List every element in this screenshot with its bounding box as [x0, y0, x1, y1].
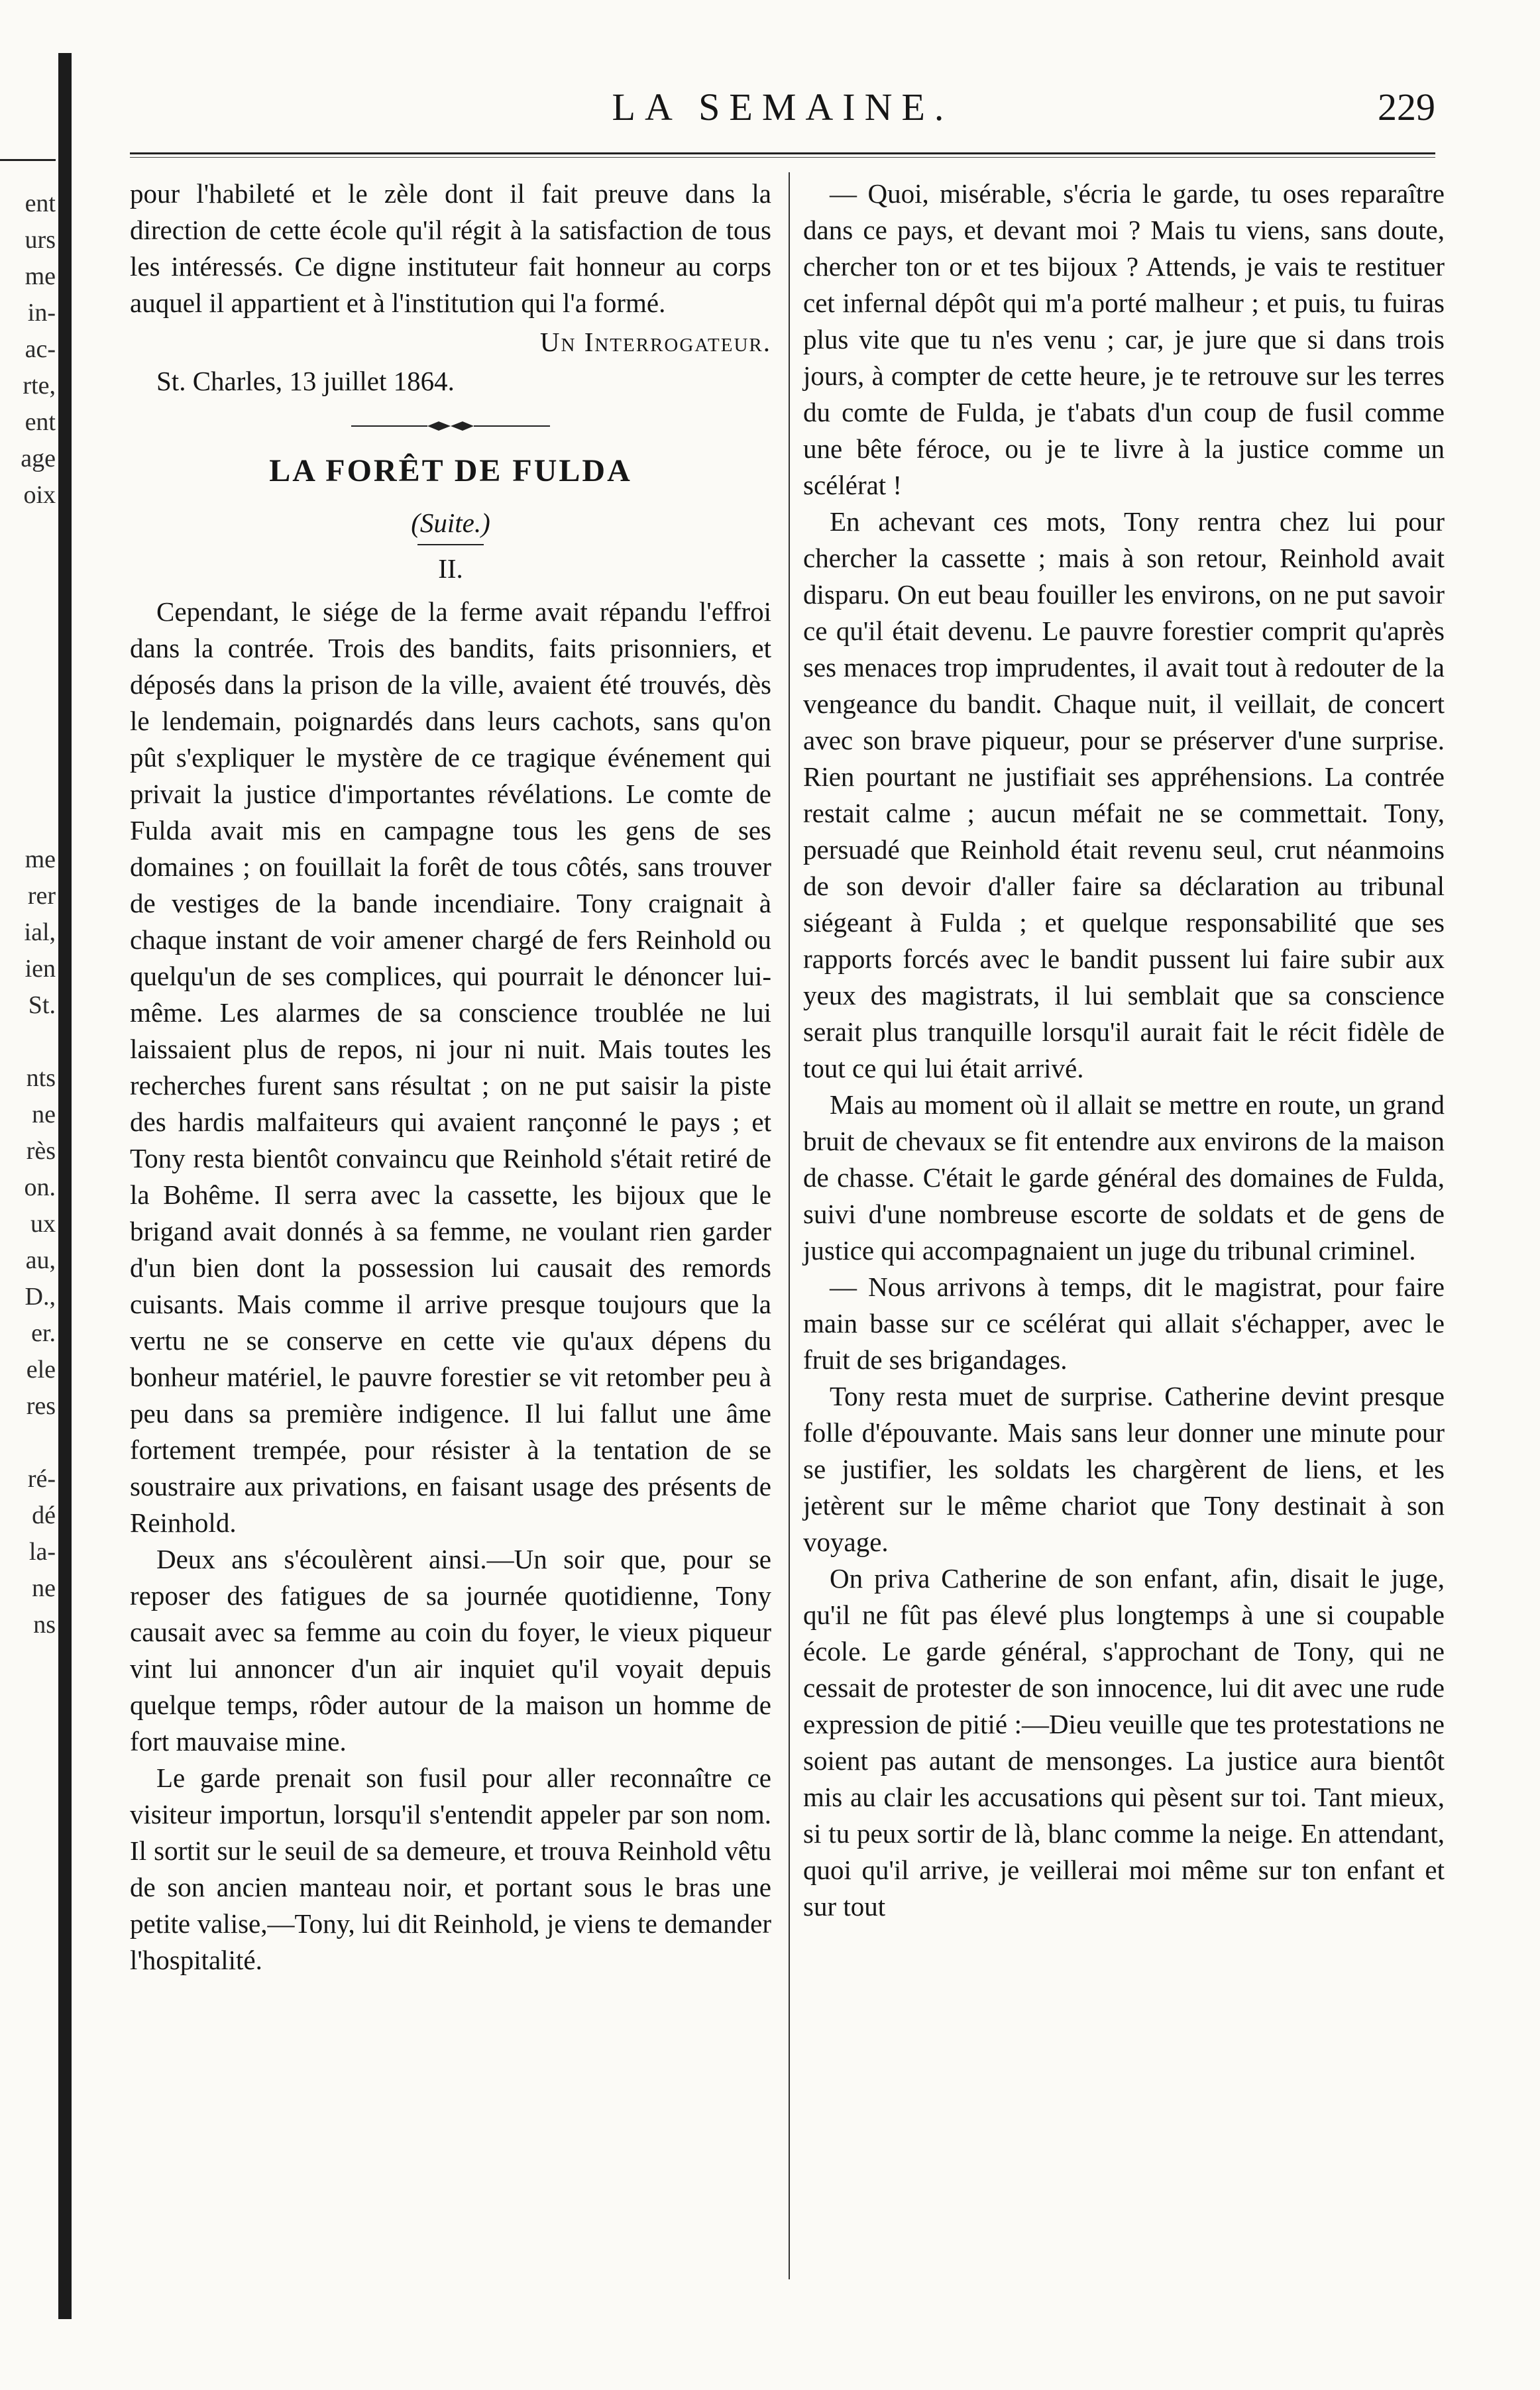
gutter-fragment: ré-: [27, 1465, 56, 1493]
left-column: [130, 176, 771, 1979]
gutter-fragment: ns: [33, 1611, 56, 1639]
adjacent-page-rule: [0, 159, 56, 161]
body-paragraph: — Nous arrivons à temps, dit le magistrat, pour faire main basse sur ce scélérat qui allait s'échapper, avec le fruit de ses brigandages.: [803, 1272, 1445, 1375]
ornament-divider-icon: [351, 419, 550, 433]
gutter-fragment: ne: [32, 1101, 56, 1128]
gutter-fragment: age: [21, 445, 56, 472]
gutter-fragment: au,: [25, 1246, 56, 1274]
gutter-fragment: [0, 586, 56, 623]
column-divider: [789, 172, 790, 2279]
gutter-fragment: ne: [32, 1574, 56, 1602]
gutter-fragment: urs: [25, 226, 56, 254]
gutter-fragment: [0, 1425, 56, 1461]
gutter-fragment: [0, 696, 56, 732]
header-rule-thin: [130, 157, 1435, 158]
body-paragraph: Le garde prenait son fusil pour aller reconnaître ce visiteur importun, lorsqu'il s'entendit appeler par son nom. Il sortit sur le seuil de sa demeure, et trouva Reinhold vêtu de son ancien manteau noir, et portant sous le bras une petite valise,—Tony, lui dit Reinhold, je viens te demander l'hospitalité.: [130, 1763, 771, 1975]
binding-shadow: [58, 53, 72, 2319]
gutter-fragment: [0, 659, 56, 696]
page-header: [130, 85, 1435, 138]
gutter-fragment: in-: [27, 299, 56, 327]
gutter-fragment: dé: [32, 1501, 56, 1529]
gutter-fragment: la-: [28, 1538, 56, 1566]
section-subtitle: (Suite.): [411, 508, 490, 538]
body-paragraph: Tony resta muet de surprise. Catherine devint presque folle d'épouvante. Mais sans leur donner une minute pour se justifier, les soldats les chargèrent de liens, et les jetèrent sur le même chariot que Tony destinait à son voyage.: [803, 1381, 1445, 1557]
dateline: St. Charles, 13 juillet 1864.: [156, 366, 455, 396]
gutter-fragment: ien: [25, 955, 56, 983]
header-rule: [130, 152, 1435, 154]
body-paragraph: Deux ans s'écoulèrent ainsi.—Un soir que, pour se reposer des fatigues de sa journée quotidienne, Tony causait avec sa femme au coin du foyer, le vieux piqueur vint lui annoncer d'un air inquiet qu'il voyait depuis quelque temps, rôder autour de la maison un homme de fort mauvaise mine.: [130, 1544, 771, 1757]
gutter-fragment: [0, 769, 56, 805]
section-title: LA FORÊT DE FULDA: [269, 453, 632, 488]
gutter-fragment: [0, 732, 56, 769]
gutter-fragment: ele: [26, 1356, 56, 1384]
gutter-fragment: [0, 1024, 56, 1060]
gutter-fragment: er.: [31, 1319, 56, 1347]
body-paragraph: On priva Catherine de son enfant, afin, disait le juge, qu'il ne fût pas élevé plus longtemps à une si coupable école. Le garde général, s'approchant de Tony, qui ne cessait de protester de son innocence, lui dit avec une rude expression de pitié :—Dieu veuille que tes protestations ne soient pas autant de mensonges. La justice aura bientôt mis au clair les accusations qui pèsent sur toi. Tant mieux, si tu peux sortir de là, blanc comme la neige. En attendant, quoi qu'il arrive, je veillerai moi même sur ton enfant et sur tout: [803, 1563, 1445, 1922]
gutter-fragment: [0, 514, 56, 550]
subtitle-rule: [417, 544, 484, 545]
right-column: [803, 176, 1445, 1925]
gutter-fragment: [0, 550, 56, 586]
gutter-fragment: res: [26, 1392, 56, 1420]
gutter-fragment: oix: [23, 481, 56, 509]
body-paragraph: Cependant, le siége de la ferme avait répandu l'effroi dans la contrée. Trois des bandits, faits prisonniers, et déposés dans la prison de la ville, avaient été trouvés, dès le lendemain, poignardés dans leurs cachots, sans qu'on pût s'expliquer le mystère de ce tragique événement qui privait la justice d'importantes révélations. Le comte de Fulda avait mis en campagne tous les gens de ses domaines ; on fouillait la forêt de tous côtés, sans trouver de vestiges de la bande incendiaire. Tony craignait à chaque instant de voir amener chargé de fers Reinhold ou quelqu'un de ses complices, qui pourrait le dénoncer lui-même. Les alarmes de sa conscience troublée ne lui laissaient plus de repos, ni jour ni nuit. Mais toutes les recherches furent sans résultat ; on ne put saisir la piste des hardis malfaiteurs qui avaient rançonné le pays ; et Tony resta bientôt convaincu que Reinhold s'était retiré de la Bohême. Il serra avec la cassette, les bijoux que le brigand avait donnés à sa femme, ne voulant rien garder d'un bien dont la possession lui causait des remords cuisants. Mais comme il arrive presque toujours que la vertu ne se conserve en cette vie qu'aux dépens du bonheur matériel, le pauvre forestier se vit retomber peu à peu dans sa première indigence. Il lui fallut une âme fortement trempée, pour résister à la tentation de se soustraire aux privations, en faisant usage des présents de Reinhold.: [130, 596, 771, 1538]
body-paragraph: Mais au moment où il allait se mettre en route, un grand bruit de chevaux se fit entendre aux environs de la maison de chasse. C'était le garde général des domaines de Fulda, suivi d'une nombreuse escorte de soldats et de gens de justice qui accompagnaient un juge du tribunal criminel.: [803, 1089, 1445, 1266]
gutter-fragment: on.: [24, 1173, 56, 1201]
intro-paragraph: pour l'habileté et le zèle dont il fait preuve dans la direction de cette école qu'il régit à la satisfaction de tous les intéressés. Ce digne instituteur fait honneur au corps auquel il appartient et à l'institution qui l'a formé.: [130, 178, 771, 318]
gutter-fragment: rès: [26, 1137, 56, 1165]
gutter-fragment: ial,: [24, 918, 56, 946]
gutter-fragment: rte,: [23, 372, 56, 400]
adjacent-page-fragments: [0, 186, 56, 1643]
gutter-fragment: [0, 805, 56, 842]
gutter-fragment: [0, 623, 56, 659]
gutter-fragment: St.: [28, 991, 56, 1019]
gutter-fragment: ent: [25, 190, 56, 217]
gutter-fragment: me: [25, 845, 56, 873]
signature: Un Interrogateur.: [539, 327, 771, 357]
running-title: LA SEMAINE.: [612, 85, 954, 129]
gutter-fragment: ac-: [25, 335, 56, 363]
gutter-fragment: me: [25, 262, 56, 290]
gutter-fragment: nts: [26, 1064, 56, 1092]
chapter-number: II.: [438, 553, 463, 584]
page-number: 229: [1378, 85, 1435, 129]
gutter-fragment: rer: [27, 882, 56, 910]
body-paragraph: En achevant ces mots, Tony rentra chez lui pour chercher la cassette ; mais à son retour, Reinhold avait disparu. On eut beau fouiller les environs, on ne put savoir ce qu'il était devenu. Le pauvre forestier comprit qu'après ses menaces trop imprudentes, il avait tout à redouter de la vengeance du bandit. Chaque nuit, il veillait, de concert avec son brave piqueur, pour se préserver d'une surprise. Rien pourtant ne justifiait ses appréhensions. La contrée restait calme ; aucun méfait ne se commettait. Tony, persuadé que Reinhold était revenu seul, crut néanmoins de son devoir d'aller faire sa déclaration au tribunal siégeant à Fulda ; et quelque responsabilité que ses rapports forcés avec le bandit pussent lui faire subir aux yeux des magistrats, il lui semblait que sa conscience serait plus tranquille lorsqu'il aurait fait le récit fidèle de tout ce qui lui était arrivé.: [803, 506, 1445, 1083]
gutter-fragment: ux: [30, 1210, 56, 1238]
gutter-fragment: D.,: [25, 1283, 56, 1311]
gutter-fragment: ent: [25, 408, 56, 436]
body-paragraph: — Quoi, misérable, s'écria le garde, tu oses reparaître dans ce pays, et devant moi ? Mais tu viens, sans doute, chercher ton or et tes bijoux ? Attends, je vais te restituer cet infernal dépôt qui m'a porté malheur ; et puis, tu fuiras plus vite que tu n'es venu ; car, je jure que si dans trois jours, à compter de cette heure, je te retrouve sur les terres du comte de Fulda, je t'abats d'un coup de fusil comme une bête féroce, ou je te livre à la justice comme un scélérat !: [803, 178, 1445, 500]
